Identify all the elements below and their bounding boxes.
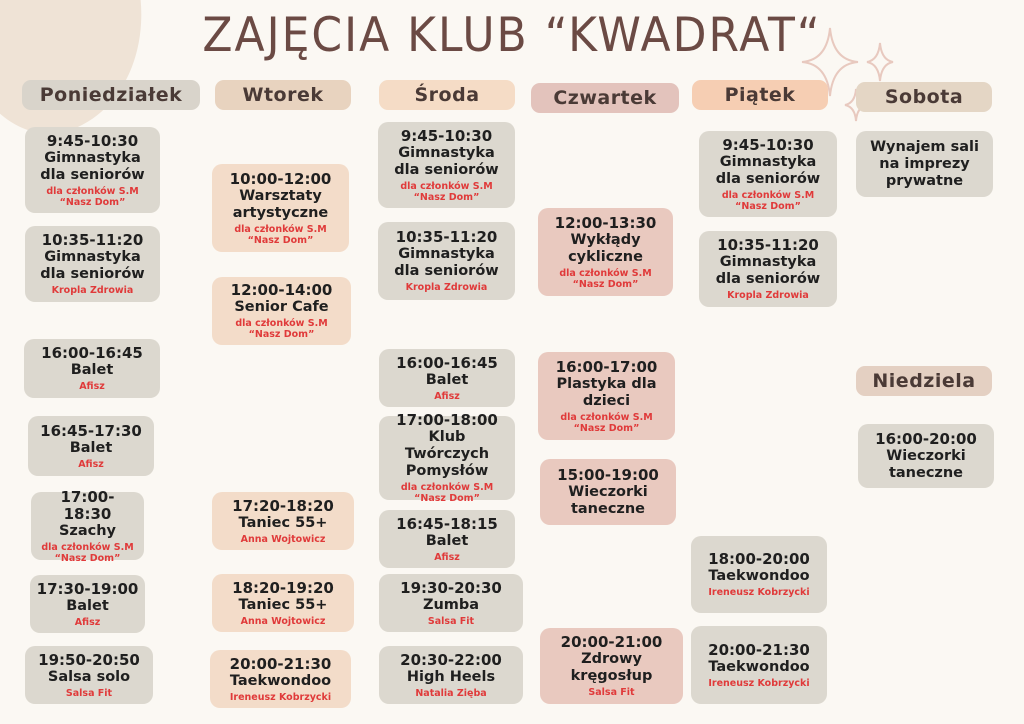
day-header-monday: Poniedziałek (22, 80, 200, 110)
class-card: 10:35-11:20 Gimnastyka dla seniorów Kropla Zdrowia (378, 222, 515, 300)
class-card: 16:45-18:15 Balet Afisz (379, 510, 515, 568)
day-header-thursday: Czwartek (531, 83, 679, 113)
class-card: Wynajem sali na imprezy prywatne (856, 131, 993, 197)
class-card: 20:00-21:30 Taekwondoo Ireneusz Kobrzycki (210, 650, 351, 708)
class-card: 16:00-20:00 Wieczorki taneczne (858, 424, 994, 488)
class-card: 20:00-21:30 Taekwondoo Ireneusz Kobrzycki (691, 626, 827, 704)
class-card: 17:00-18:00 Klub Twórczych Pomysłów dla członków S.M “Nasz Dom” (379, 416, 515, 500)
day-header-tuesday: Wtorek (215, 80, 351, 110)
class-card: 17:20-18:20 Taniec 55+ Anna Wojtowicz (212, 492, 354, 550)
class-card: 10:00-12:00 Warsztaty artystyczne dla członków S.M “Nasz Dom” (212, 164, 349, 252)
class-card: 20:30-22:00 High Heels Natalia Zięba (379, 646, 523, 704)
class-card: 19:30-20:30 Zumba Salsa Fit (379, 574, 523, 632)
class-card: 12:00-14:00 Senior Cafe dla członków S.M “Nasz Dom” (212, 277, 351, 345)
class-card: 16:45-17:30 Balet Afisz (28, 416, 154, 476)
class-card: 20:00-21:00 Zdrowy kręgosłup Salsa Fit (540, 628, 683, 704)
page-title: ZAJĘCIA KLUB “KWADRAT“ (202, 7, 822, 64)
day-header-wednesday: Środa (379, 80, 515, 110)
class-card: 18:20-19:20 Taniec 55+ Anna Wojtowicz (212, 574, 354, 632)
class-card: 9:45-10:30 Gimnastyka dla seniorów dla członków S.M “Nasz Dom” (25, 127, 160, 213)
class-card: 15:00-19:00 Wieczorki taneczne (540, 459, 676, 525)
day-header-saturday: Sobota (856, 82, 992, 112)
class-card: 9:45-10:30 Gimnastyka dla seniorów dla członków S.M “Nasz Dom” (378, 122, 515, 208)
day-header-sunday: Niedziela (856, 366, 992, 396)
class-card: 17:30-19:00 Balet Afisz (30, 575, 145, 633)
class-card: 17:00-18:30 Szachy dla członków S.M “Nasz Dom” (31, 492, 144, 560)
class-card: 16:00-16:45 Balet Afisz (379, 349, 515, 407)
sparkle-icon (866, 42, 894, 82)
class-card: 12:00-13:30 Wykłądy cykliczne dla członków S.M “Nasz Dom” (538, 208, 673, 296)
class-card: 9:45-10:30 Gimnastyka dla seniorów dla członków S.M “Nasz Dom” (699, 131, 837, 217)
class-card: 19:50-20:50 Salsa solo Salsa Fit (25, 646, 153, 704)
class-card: 18:00-20:00 Taekwondoo Ireneusz Kobrzycki (691, 536, 827, 613)
class-card: 10:35-11:20 Gimnastyka dla seniorów Kropla Zdrowia (25, 226, 160, 302)
day-header-friday: Piątek (692, 80, 828, 110)
class-card: 16:00-17:00 Plastyka dla dzieci dla członków S.M “Nasz Dom” (538, 352, 675, 440)
class-card: 10:35-11:20 Gimnastyka dla seniorów Kropla Zdrowia (699, 231, 837, 307)
class-card: 16:00-16:45 Balet Afisz (24, 339, 160, 398)
